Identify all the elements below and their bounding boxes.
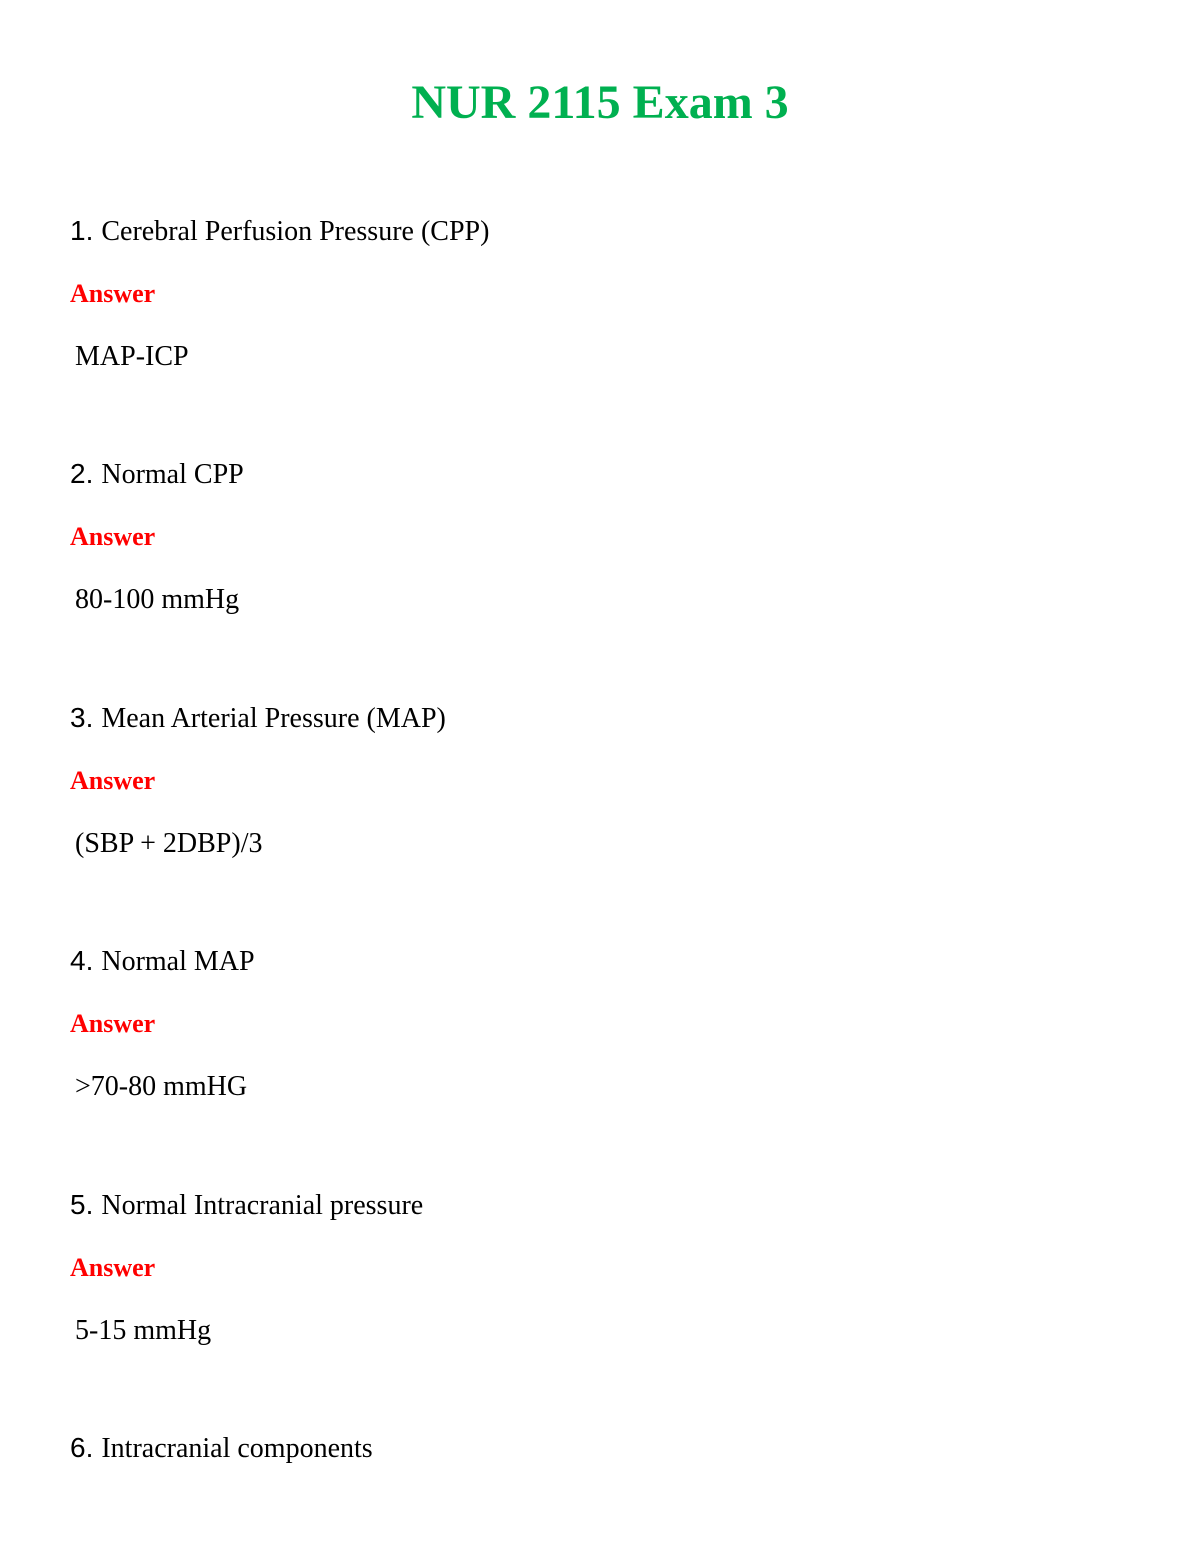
answer-label: Answer (70, 766, 156, 795)
qa-item-5 (70, 1186, 1130, 1350)
question (70, 455, 1130, 493)
document-title: NUR 2115 Exam 3 (411, 76, 789, 129)
answer-text: MAP-ICP (75, 341, 189, 372)
qa-item-4 (70, 942, 1130, 1106)
answer-label: Answer (70, 279, 156, 308)
question-text: Cerebral Perfusion Pressure (CPP) (101, 216, 490, 247)
question-text: Normal CPP (101, 459, 244, 490)
qa-item-2 (70, 455, 1130, 619)
answer-label: Answer (70, 1009, 156, 1038)
answer-label: Answer (70, 522, 156, 551)
qa-item-6 (70, 1429, 1130, 1467)
question-number: 5. (70, 1189, 94, 1220)
question-text: Intracranial components (101, 1433, 373, 1464)
question (70, 1429, 1130, 1467)
answer-text: 80-100 mmHg (75, 584, 240, 615)
question (70, 699, 1130, 737)
question (70, 212, 1130, 250)
question (70, 1186, 1130, 1224)
answer-text: 5-15 mmHg (75, 1315, 212, 1346)
question-text: Normal MAP (101, 946, 255, 977)
qa-item-3 (70, 699, 1130, 863)
answer-text: (SBP + 2DBP)/3 (75, 828, 263, 859)
question-text: Mean Arterial Pressure (MAP) (101, 703, 446, 734)
question-number: 1. (70, 215, 94, 246)
answer-label: Answer (70, 1253, 156, 1282)
qa-item-1 (70, 212, 1130, 376)
question-number: 3. (70, 702, 94, 733)
question-number: 6. (70, 1432, 94, 1463)
question-number: 4. (70, 945, 94, 976)
question-text: Normal Intracranial pressure (101, 1190, 424, 1221)
question (70, 942, 1130, 980)
question-number: 2. (70, 458, 94, 489)
answer-text: >70-80 mmHG (75, 1071, 248, 1102)
